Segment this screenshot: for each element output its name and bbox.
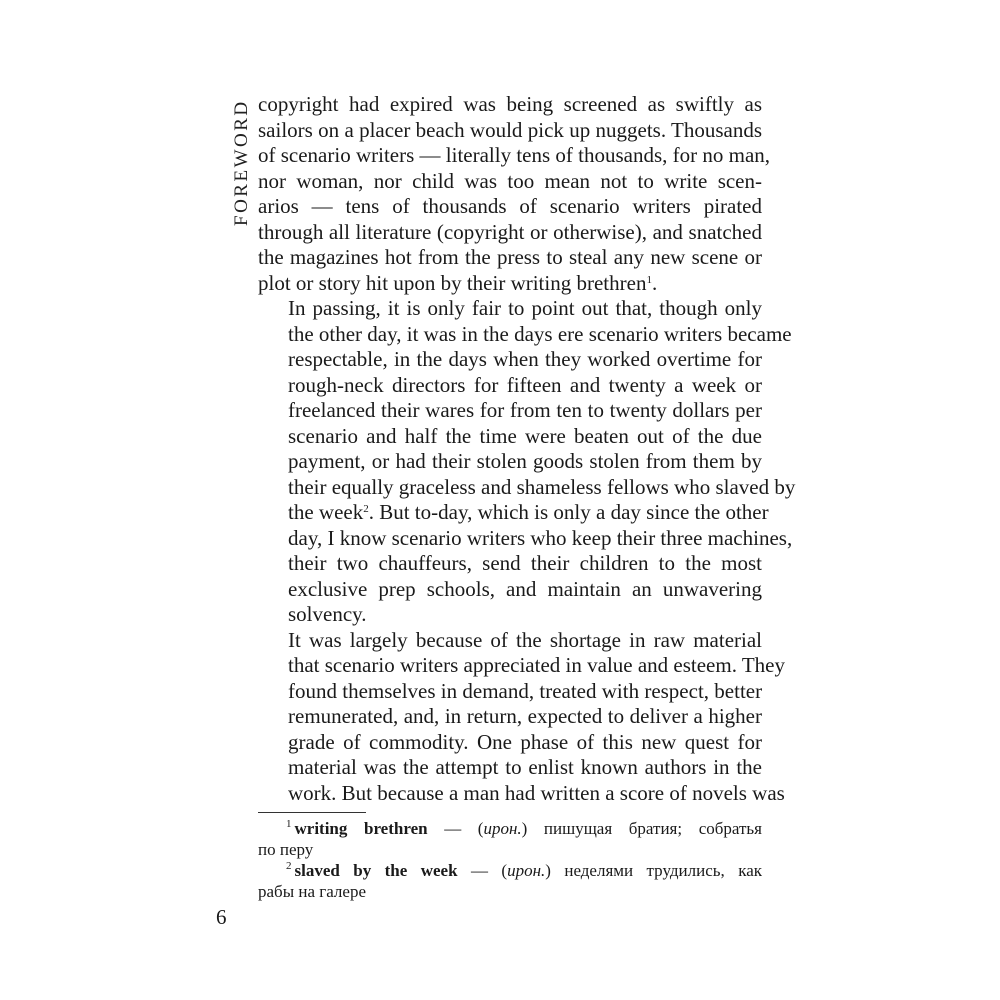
paragraph-3 <box>258 627 785 807</box>
text-line: freelanced their wares for from ten to twenty dollars per <box>288 398 762 422</box>
body-text <box>258 92 796 806</box>
footnote-ref-1[interactable]: 1 <box>646 273 652 286</box>
text-line: sailors on a placer beach would pick up nuggets. Thousands <box>258 117 762 142</box>
text-line: payment, or had their stolen goods stolen from them by <box>288 449 762 473</box>
text-line: through all literature (copyright or otherwise), and snatched <box>258 219 762 244</box>
text-line <box>258 271 762 297</box>
footnote-gloss: ) пишущая братия; собратья <box>521 819 762 838</box>
footnote-dash: — ( <box>427 819 484 838</box>
text-line: their equally graceless and shameless fellows who slaved by <box>288 474 796 499</box>
footnote-line: по перу <box>258 840 314 859</box>
running-head <box>216 98 252 228</box>
footnote-2 <box>258 860 762 902</box>
footnote-line: рабы на галере <box>258 882 367 901</box>
text-line: scenario and half the time were beaten out of the due <box>288 423 762 448</box>
text-line: exclusive prep schools, and maintain an unwavering <box>288 576 762 601</box>
text-line: that scenario writers appreciated in value and esteem. They <box>288 653 785 677</box>
footnote-ref-2[interactable]: 2 <box>363 503 369 515</box>
text-line: It was largely because of the shortage in raw material <box>288 627 762 652</box>
paragraph-1 <box>258 92 771 296</box>
page-number: 6 <box>216 905 227 929</box>
text-line: the magazines hot from the press to steal any new scene or <box>258 245 762 269</box>
text-fragment: plot or story hit upon by their writing brethren <box>258 270 647 295</box>
text-line: arios — tens of thousands of scenario writers pirated <box>258 194 762 218</box>
text-line: material was the attempt to enlist known authors in the <box>288 755 762 779</box>
text-line: day, I know scenario writers who keep their three machines, <box>288 525 793 550</box>
footnote-marker: ирон. <box>507 861 546 880</box>
text-line: rough-neck directors for fifteen and twenty a week or <box>288 372 762 397</box>
footnote-term: slaved by the week <box>294 861 458 880</box>
text-line: remunerated, and, in return, expected to deliver a higher <box>288 704 762 728</box>
text-line: of scenario writers — literally tens of thousands, for no man, <box>258 143 771 167</box>
text-line: In passing, it is only fair to point out that, though only <box>288 296 762 320</box>
paragraph-2 <box>258 296 796 628</box>
text-line: found themselves in demand, treated with respect, better <box>288 678 763 703</box>
footnote-1 <box>258 818 762 860</box>
text-fragment: the week <box>288 500 364 524</box>
text-line <box>258 500 769 526</box>
footnotes <box>258 818 762 902</box>
text-line: grade of commodity. One phase of this new quest for <box>288 729 762 754</box>
footnote-divider <box>258 812 366 813</box>
text-line: respectable, in the days when they worked overtime for <box>288 347 762 371</box>
footnote-dash: — ( <box>457 861 508 880</box>
text-line: work. But because a man had written a score of novels was <box>288 780 785 805</box>
footnote-gloss: ) неделями трудились, как <box>545 861 762 880</box>
running-head-text: FOREWORD <box>231 99 252 226</box>
text-line: solvency. <box>288 602 367 626</box>
text-fragment: . <box>651 270 658 295</box>
footnote-number: 2 <box>286 860 292 872</box>
text-line: nor woman, nor child was too mean not to write scen- <box>258 168 762 193</box>
text-line: the other day, it was in the days ere scenario writers became <box>288 321 792 346</box>
footnote-line <box>258 818 762 839</box>
text-line: copyright had expired was being screened as swiftly as <box>258 92 762 116</box>
footnote-marker: ирон. <box>483 819 522 838</box>
footnote-line <box>258 860 762 881</box>
footnote-number: 1 <box>286 818 292 830</box>
footnote-term: writing brethren <box>294 819 428 838</box>
text-line: their two chauffeurs, send their children to the most <box>288 551 762 575</box>
text-fragment: . But to-day, which is only a day since the other <box>368 500 769 524</box>
